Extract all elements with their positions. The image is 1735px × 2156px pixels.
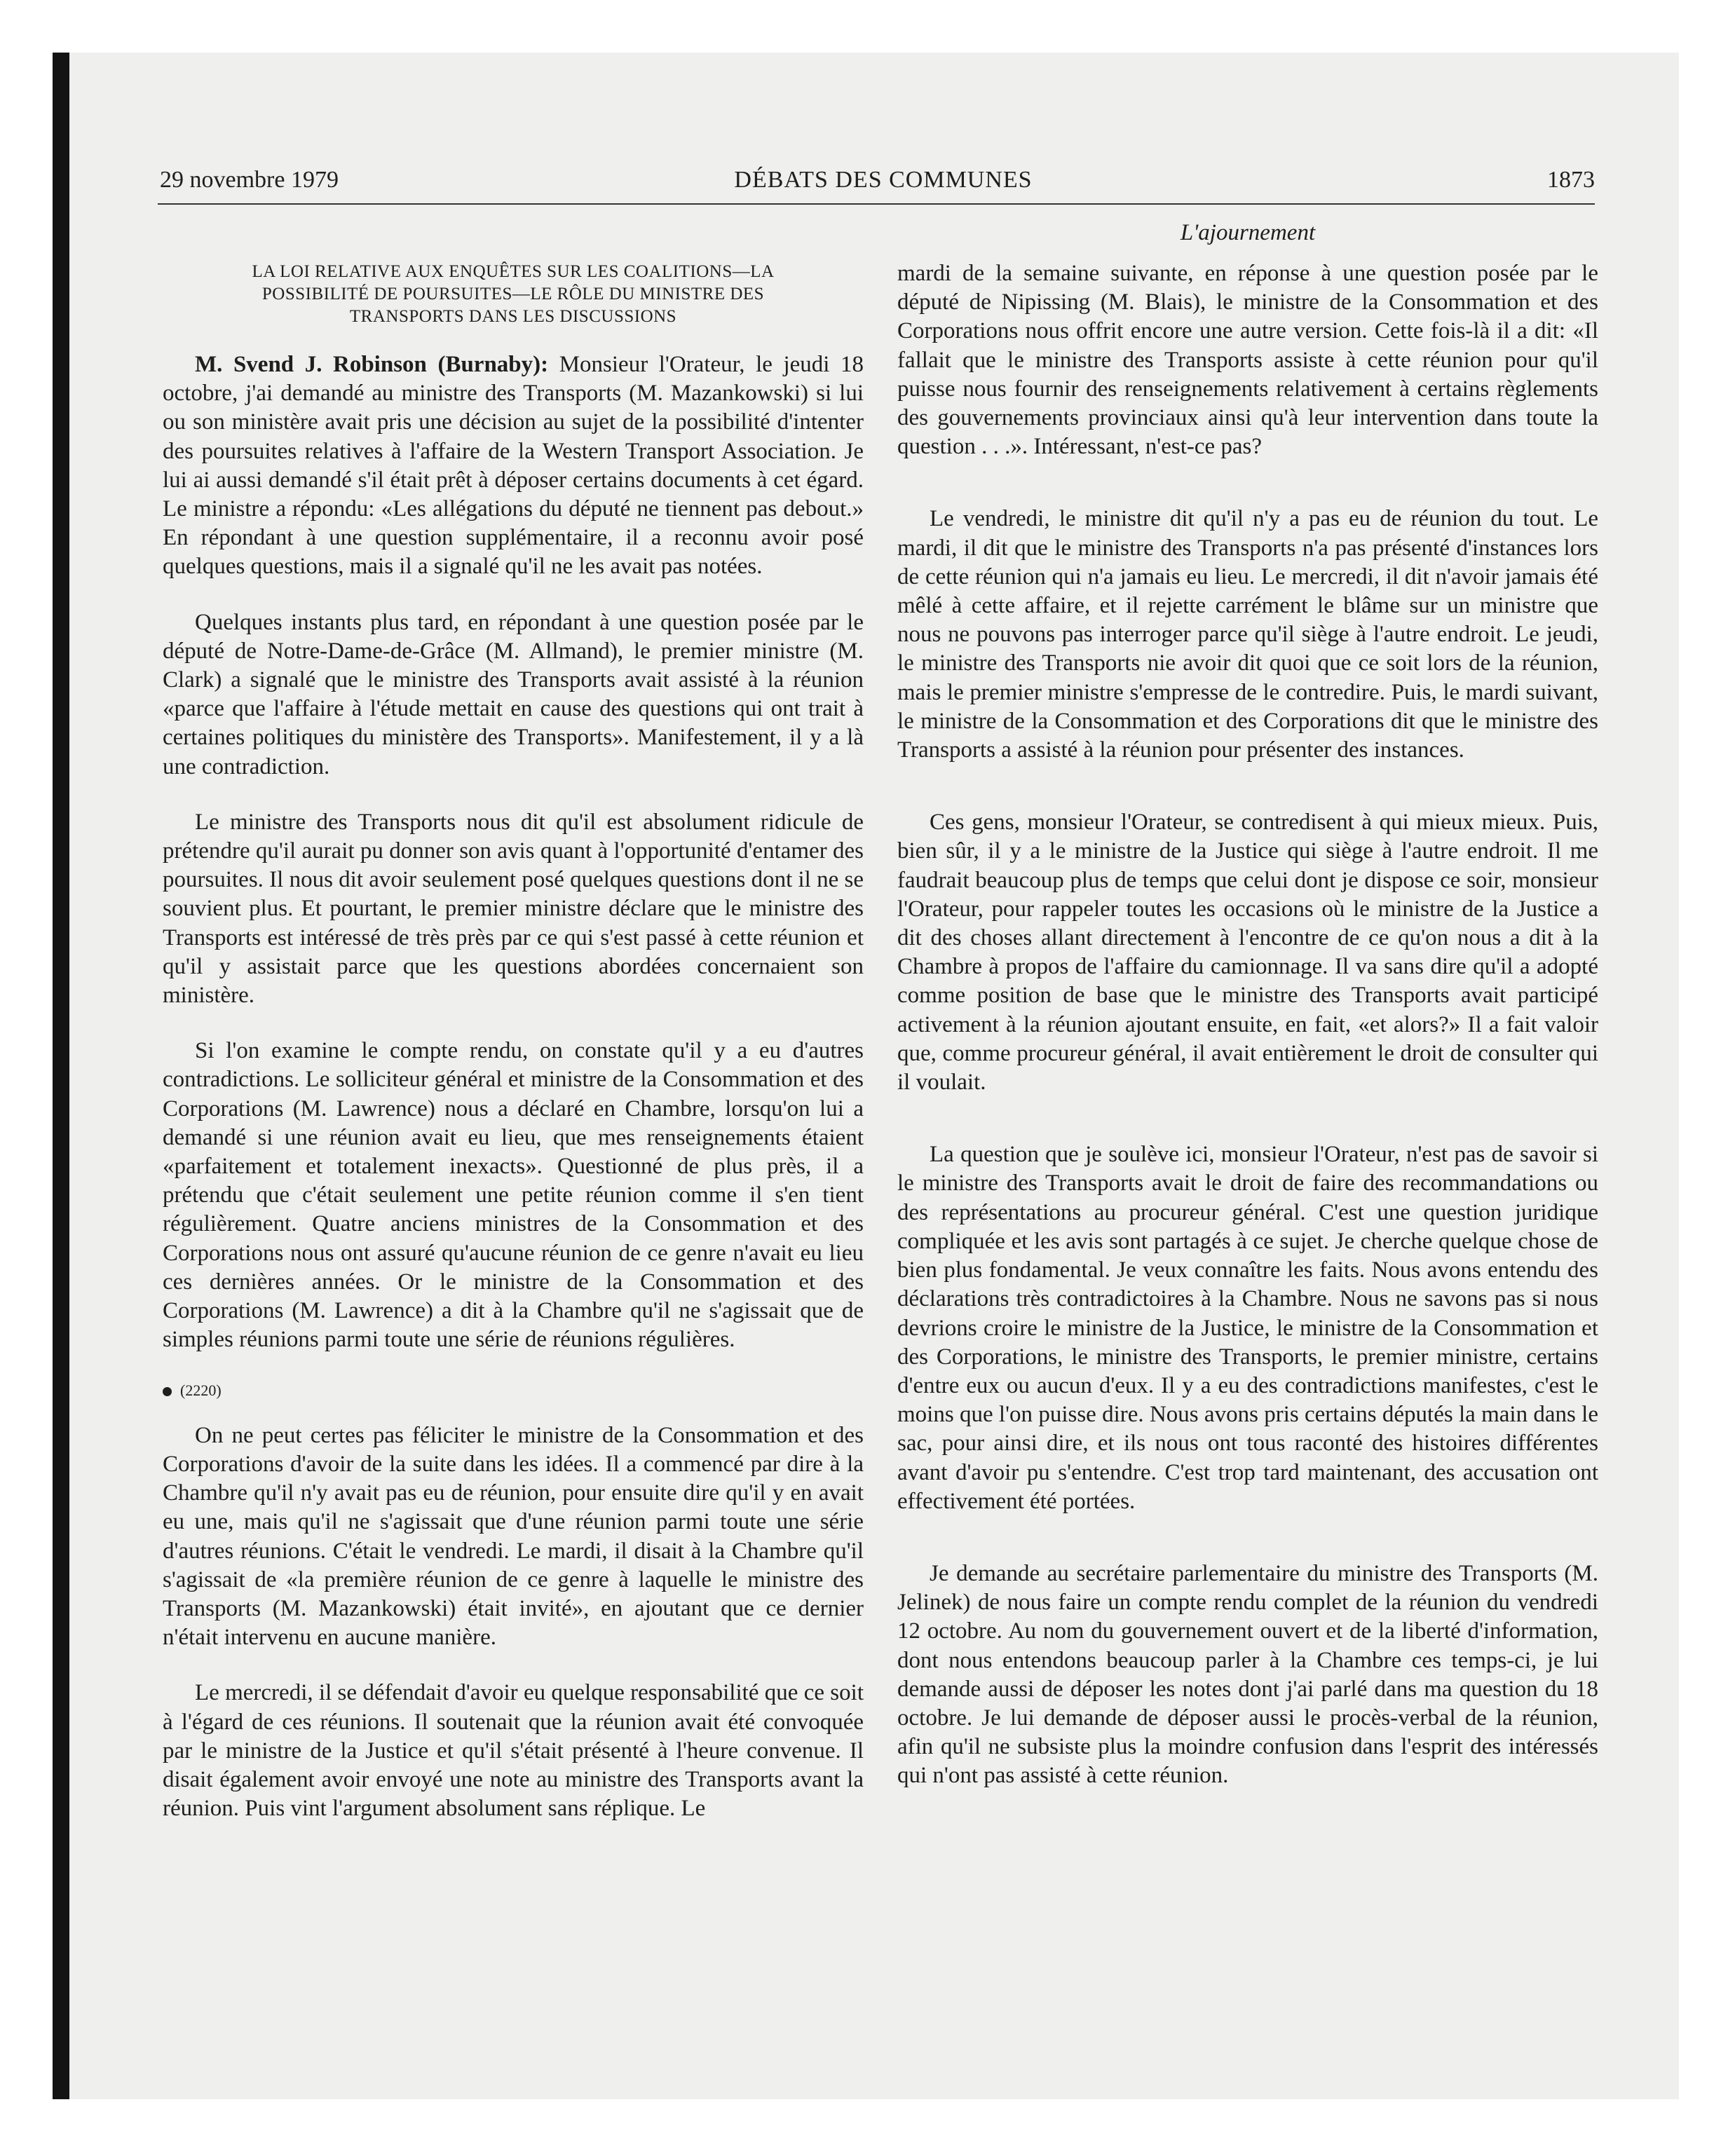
header-rule: [158, 203, 1595, 205]
paragraph: On ne peut certes pas féliciter le ministre de la Consommation et des Corporations d'avoir de la suite dans les idées. Il a commencé par dire à la Chambre qu'il n'y avait pas eu de réunion, pour ensuite dire qu'il y en avait eu une, mais qu'il ne s'agissait que d'une réunion parmi toute une série d'autres réunions. C'était le vendredi. Le mardi, il disait à la Chambre qu'il s'agissait de «la première réunion de ce genre à laquelle le ministre des Transports (M. Mazankowski) était invité», en ajoutant que ce dernier n'était intervenu en aucune manière.: [163, 1422, 864, 1651]
paragraph: Le mercredi, il se défendait d'avoir eu quelque responsabilité que ce soit à l'égard de ces réunions. Il soutenait que la réunion avait été convoquée par le ministre de la Justice et qu'il s'était présenté à l'heure convenue. Il disait également avoir envoyé une note au ministre des Transports avant la réunion. Puis vint l'argument absolument sans réplique. Le: [163, 1680, 864, 1822]
section-title: [163, 261, 864, 328]
paragraph: Si l'on examine le compte rendu, on constate qu'il y a eu d'autres contradictions. Le solliciteur général et ministre de la Consommation et des Corporations (M. Lawrence) nous a déclaré en Chambre, lorsqu'on lui a demandé si une réunion avait eu lieu, que mes renseignements étaient «parfaitement et totalement inexacts». Questionné de plus près, il a prétendu que c'était seulement une petite réunion comme il s'en tient régulièrement. Quatre anciens ministres de la Consommation et des Corporations nous ont assuré qu'aucune réunion de ce genre n'avait eu lieu ces dernières années. Or le ministre de la Consommation et des Corporations (M. Lawrence) a dit à la Chambre qu'il ne s'agissait que de simples réunions parmi toute une série de réunions régulières.: [163, 1038, 864, 1353]
right-column: [897, 259, 1598, 1791]
paragraph: [163, 350, 864, 582]
paragraph-text: Monsieur l'Orateur, le jeudi 18 octobre, j'ai demandé au ministre des Transports (M. Mazankowski) si lui ou son ministère avait pris une décision au sujet de la possibilité d'intenter des poursuites relatives à l'affaire de la Western Transport Association. Je lui ai aussi demandé s'il était prêt à déposer certains documents à cet égard. Le ministre a répondu: «Les allégations du député ne tiennent pas debout.» En répondant à une question supplémentaire, il a reconnu avoir posé quelques questions, mais il a signalé qu'il ne les avait pas notées.: [163, 352, 864, 580]
paragraph: Ces gens, monsieur l'Orateur, se contredisent à qui mieux mieux. Puis, bien sûr, il y a le ministre de la Justice qui siège à l'autre endroit. Il me faudrait beaucoup plus de temps que celui dont je dispose ce soir, monsieur l'Orateur, pour rappeler toutes les occasions où le ministre de la Justice a dit des choses allant directement à l'encontre de ce qu'on nous a dit à la Chambre à propos de l'affaire du camionnage. Il va sans dire qu'il a adopté comme position de base que le ministre des Transports avait participé activement à la réunion ajoutant ensuite, en fait, «et alors?» Il a fait valoir que, comme procureur général, il avait entièrement le droit de consulter qui il voulait.: [897, 810, 1598, 1096]
paragraph: mardi de la semaine suivante, en réponse à une question posée par le député de Nipissing (M. Blais), le ministre de la Consommation et des Corporations nous offrit encore une autre version. Cette fois-là il a dit: «Il fallait que le ministre des Transports assiste à cette réunion pour qu'il puisse nous fournir des renseignements relativement à certains règlements des gouvernements provinciaux ainsi qu'à leur intervention dans toute la question . . .». Intéressant, n'est-ce pas?: [897, 261, 1598, 460]
bullet-icon: [163, 1387, 172, 1396]
left-column: [163, 350, 864, 1823]
paragraph: Le vendredi, le ministre dit qu'il n'y a pas eu de réunion du tout. Le mardi, il dit que le ministre des Transports n'a pas présenté d'instances lors de cette réunion qui n'a jamais eu lieu. Le mercredi, il dit n'avoir jamais été mêlé à cette affaire, et il rejette carrément le blâme sur un ministre que nous ne pouvons pas interroger parce qu'il siège à l'autre endroit. Le jeudi, le ministre des Transports nie avoir dit quoi que ce soit lors de la réunion, mais le premier ministre s'empresse de le contredire. Puis, le mardi suivant, le ministre de la Consommation et des Corporations dit que le ministre des Transports a assisté à la réunion pour présenter des instances.: [897, 506, 1598, 763]
running-title: L'ajournement: [1180, 220, 1316, 245]
page-number: 1873: [1547, 167, 1595, 193]
time-marker-text: (2220): [180, 1381, 222, 1399]
section-title-line: POSSIBILITÉ DE POURSUITES—LE RÔLE DU MINISTRE DES: [261, 285, 765, 303]
speaker-name: M. Svend J. Robinson (Burnaby):: [195, 352, 549, 377]
paragraph: Je demande au secrétaire parlementaire du ministre des Transports (M. Jelinek) de nous faire un compte rendu complet de la réunion du vendredi 12 octobre. Au nom du gouvernement ouvert et de la liberté d'information, dont nous entendons beaucoup parler à la Chambre ces temps-ci, je lui demande aussi de déposer les notes dont j'ai parlé dans ma question du 18 octobre. Je lui demande de déposer aussi le procès-verbal de la réunion, afin qu'il ne subsiste plus la moindre confusion dans l'esprit des intéressés qui n'ont pas assisté à cette réunion.: [897, 1560, 1598, 1789]
header-title: DÉBATS DES COMMUNES: [734, 167, 1033, 193]
section-title-line: TRANSPORTS DANS LES DISCUSSIONS: [349, 307, 677, 326]
time-marker: [163, 1376, 864, 1405]
paragraph: Le ministre des Transports nous dit qu'il est absolument ridicule de prétendre qu'il aurait pu donner son avis quant à l'opportunité d'entamer des poursuites. Il nous dit avoir seulement posé quelques questions dont il ne se souvient plus. Et pourtant, le premier ministre déclare que le ministre des Transports est intéressé de très près par ce qui s'est passé à cette réunion et qu'il y assistait parce que les questions abordées concernaient son ministère.: [163, 809, 864, 1009]
section-title-line: LA LOI RELATIVE AUX ENQUÊTES SUR LES COALITIONS—LA: [252, 262, 775, 281]
paragraph: Quelques instants plus tard, en répondant à une question posée par le député de Notre-Dame-de-Grâce (M. Allmand), le premier ministre (M. Clark) a signalé que le ministre des Transports avait assisté à la réunion «parce que l'affaire à l'étude mettait en cause des questions qui ont trait à certaines politiques du ministère des Transports». Manifestement, il y a là une contradiction.: [163, 609, 864, 779]
header-date: 29 novembre 1979: [160, 167, 339, 193]
paragraph: La question que je soulève ici, monsieur l'Orateur, n'est pas de savoir si le ministre des Transports avait le droit de faire des recommandations ou des représentations au procureur général. C'est une question juridique compliquée et les avis sont partagés à ce sujet. Je cherche quelque chose de bien plus fondamental. Je veux connaître les faits. Nous avons entendu des déclarations très contradictoires à la Chambre. Nous ne savons pas si nous devrions croire le ministre de la Justice, le ministre de la Consommation et des Corporations, le ministre des Transports, le premier ministre, certains d'entre eux ou aucun d'eux. Il y a eu des contradictions manifestes, c'est le moins que l'on puisse dire. Nous avons pris certains députés la main dans le sac, pour ainsi dire, et ils nous ont tous raconté des histoires différentes avant d'avoir pu s'entendre. C'est trop tard maintenant, des accusation ont effectivement été portées.: [897, 1142, 1598, 1514]
